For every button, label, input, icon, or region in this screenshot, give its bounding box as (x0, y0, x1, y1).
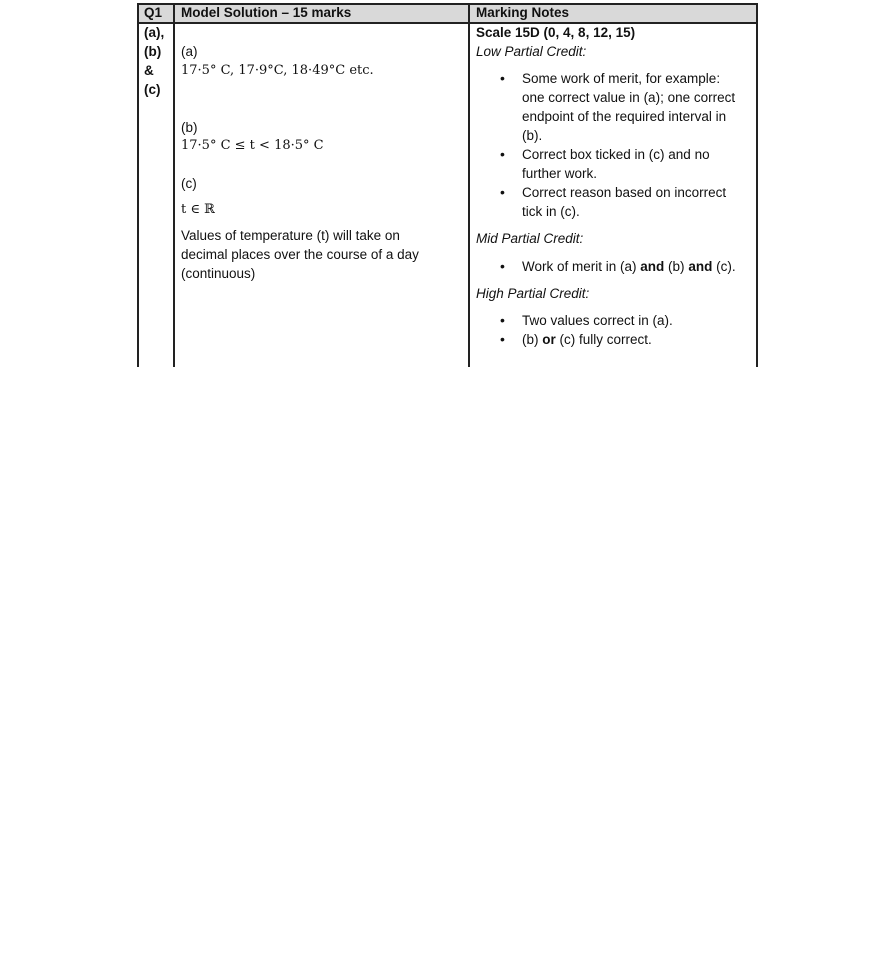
solution-c-reason-line: Values of temperature (t) will take on (181, 228, 400, 243)
low-credit-item-line: Correct box ticked in (c) and no (522, 147, 710, 162)
marking-notes-header: Marking Notes (476, 5, 570, 20)
table-right-border (756, 3, 758, 367)
solution-a-label: (a) (181, 44, 198, 59)
bullet-icon: • (500, 146, 505, 162)
table-column-divider-2 (468, 3, 470, 367)
part-label: (b) (144, 44, 162, 59)
solution-b-answer: 17·5° C ≤ t < 18·5° C (181, 138, 324, 153)
table-column-divider-1 (173, 3, 175, 367)
bullet-icon: • (500, 70, 505, 86)
bullet-icon: • (500, 312, 505, 328)
mid-credit-item: Work of merit in (a) and (b) and (c). (522, 259, 736, 274)
bullet-icon: • (500, 331, 505, 347)
bullet-icon: • (500, 184, 505, 200)
high-credit-item: Two values correct in (a). (522, 313, 673, 328)
low-credit-item-line: one correct value in (a); one correct (522, 90, 736, 105)
part-label: (c) (144, 82, 161, 97)
solution-b-label: (b) (181, 120, 198, 135)
high-credit-item: (b) or (c) fully correct. (522, 332, 652, 347)
question-number-header: Q1 (144, 5, 163, 20)
low-credit-item-line: Some work of merit, for example: (522, 71, 721, 86)
low-credit-item-line: Correct reason based on incorrect (522, 185, 727, 200)
low-credit-item-line: tick in (c). (522, 204, 580, 219)
solution-c-reason-line: decimal places over the course of a day (181, 247, 419, 262)
solution-c-label: (c) (181, 176, 197, 191)
table-header-divider (138, 22, 757, 24)
bullet-icon: • (500, 258, 505, 274)
low-credit-item-line: endpoint of the required interval in (522, 109, 727, 124)
table-left-border (137, 3, 139, 367)
marking-scale: Scale 15D (0, 4, 8, 12, 15) (476, 25, 636, 40)
part-label: & (144, 63, 154, 78)
mid-partial-credit-title: Mid Partial Credit: (476, 231, 584, 246)
low-partial-credit-title: Low Partial Credit: (476, 44, 587, 59)
model-solution-header: Model Solution – 15 marks (181, 5, 352, 20)
solution-c-answer: t ∈ ℝ (181, 202, 215, 217)
low-credit-item-line: (b). (522, 128, 543, 143)
part-label: (a), (144, 25, 165, 40)
high-partial-credit-title: High Partial Credit: (476, 286, 590, 301)
solution-c-reason-line: (continuous) (181, 266, 256, 281)
low-credit-item-line: further work. (522, 166, 598, 181)
solution-a-answer: 17·5° C, 17·9°C, 18·49°C etc. (181, 63, 374, 78)
